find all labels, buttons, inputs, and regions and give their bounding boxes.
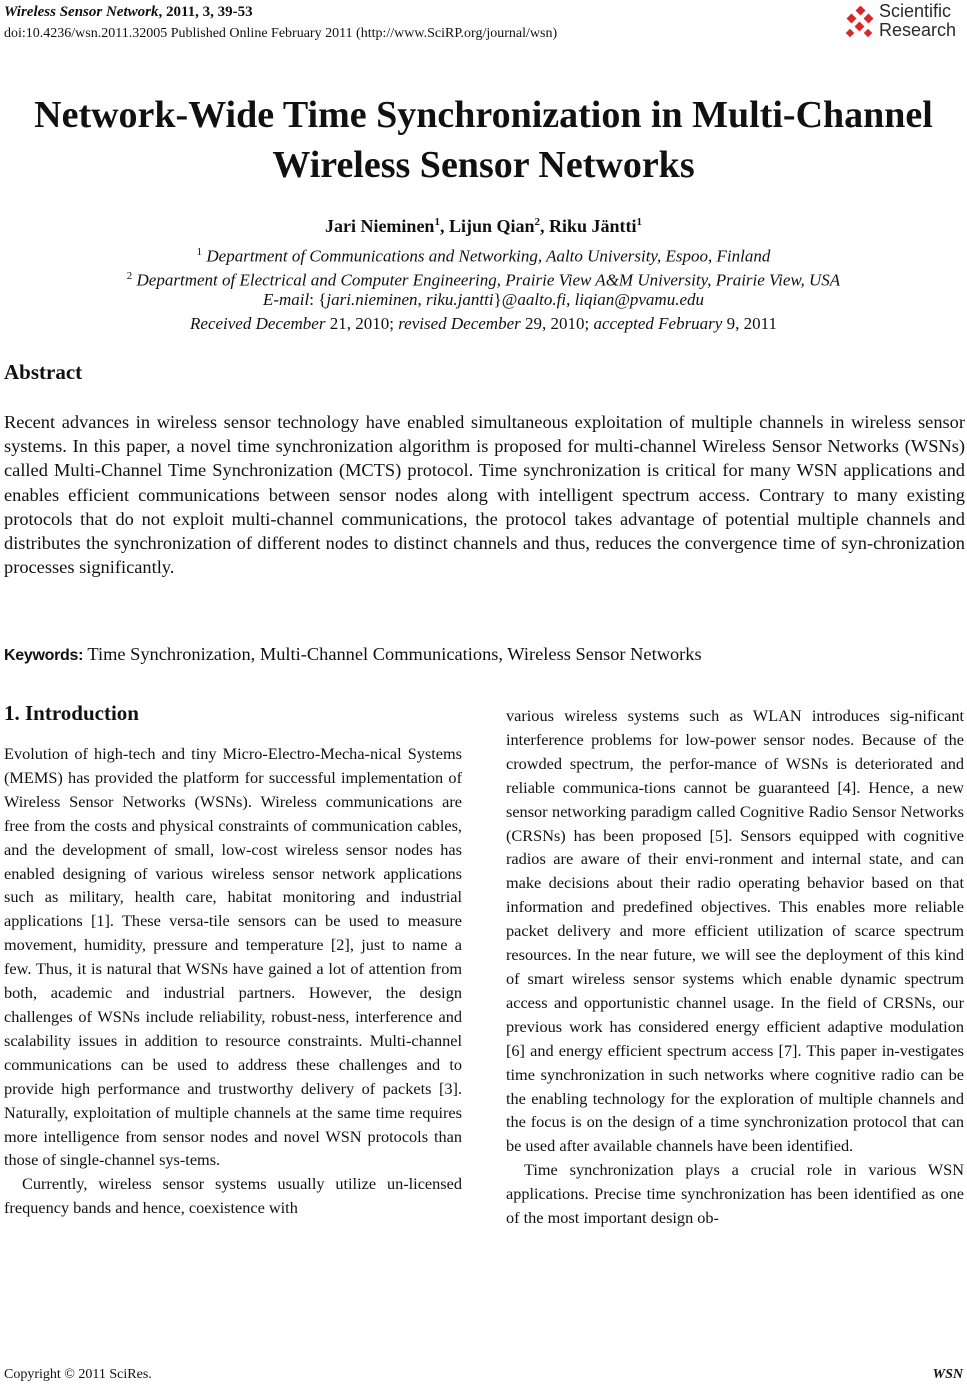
publisher-line-2: Research [879,20,957,40]
revised-date: 29, 2010; [520,314,594,333]
email-domain: aalto.fi [517,290,567,309]
author-3-affiliation: 1 [636,216,643,228]
paper-title [0,90,967,190]
accepted-date: 9, 2011 [722,314,777,333]
title-line-1: Network-Wide Time Synchronization in Multi-Channel [34,94,933,136]
publisher-logo [843,2,963,44]
right-column [506,704,964,1230]
email-punct: , [566,290,575,309]
publisher-logo-mark-icon [843,6,877,40]
author-separator: , [439,216,449,236]
affiliation-2-number: 2 [126,270,133,282]
abstract-body: Recent advances in wireless sensor technology have enabled simultaneous exploitation of multiple channels in wireless sensor systems. In this paper, a novel time synchronization algorithm is proposed for multi-channel Wireless Sensor Networks (WSNs) called Multi-Channel Time Synchronization (MCTS) protocol. Time synchronization is critical for many WSN applications and enables efficient communications between sensor nodes along with intelligent spectrum access. Contrary to many existing protocols that do not exploit multi-channel communications, the protocol takes advantage of potential multiple channels and distributes the synchronization of different nodes to distinct channels and thus, reduces the convergence time of syn-chronization processes significantly. [4,412,965,578]
author-2-affiliation: 2 [534,216,540,228]
email-3: liqian@pvamu.edu [574,290,704,309]
author-1: Jari Nieminen [324,216,435,236]
email-label: E-mail [262,290,310,309]
intro-paragraph-3: various wireless systems such as WLAN introduces sig-nificant interference problems for low-power sensor nodes. Because of the crowded spectrum, the perfor-mance of WSNs is deteriorated and reliable communica-tions cannot be guaranteed [4]. Hence, a new sensor networking paradigm called Cognitive Radio Sensor Networks (CRSNs) has been proposed [5]. Sensors equipped with cognitive radios are aware of their envi-ronment and internal state, and can make decisions about their radio operating behavior based on that information and predefined objectives. This enables more reliable packet delivery and more efficient utilization of scarce spectrum resources. In the near future, we will see the deployment of this kind of smart wireless sensor systems which enable dynamic spectrum access and opportunistic channel usage. In the field of CRSNs, our previous work has considered energy efficient adaptive modulation [6] and energy efficient spectrum access [7]. This paper in-vestigates time synchronization in such networks where cognitive radio can be the enabling technology for the exploration of multiple channels and the focus is on the design of a time synchronization protocol that can be used after available channels have been identified. [506,706,964,1156]
affiliation-1-number: 1 [196,246,203,258]
email-punct: : { [309,290,327,309]
intro-paragraph-4: Time synchronization plays a crucial role in various WSN applications. Precise time synchronization has been identified as one of the most important design ob- [506,1160,964,1228]
affiliation-1-text: Department of Communications and Networking, Aalto University, Espoo, Finland [202,246,771,266]
author-3: Riku Jäntti [549,216,637,236]
email-punct: , [417,290,427,309]
running-header [4,2,557,44]
email-punct: }@ [493,290,518,309]
publisher-line-1: Scientific [879,1,952,21]
received-date: 21, 2010; [325,314,399,333]
keywords [4,642,965,668]
intro-paragraph-2: Currently, wireless sensor systems usually utilize un-licensed frequency bands and hence, coexistence with [4,1174,462,1218]
revised-label: revised December [398,314,521,333]
footer-copyright: Copyright © 2011 SciRes. [4,1367,152,1382]
email-line [0,288,967,312]
received-label: Received December [190,314,326,333]
affiliation-2-text: Department of Electrical and Computer Engineering, Prairie View A&M University, Prairie View, USA [132,270,841,290]
intro-paragraph-1: Evolution of high-tech and tiny Micro-Electro-Mecha-nical Systems (MEMS) has provided the platform for successful implementation of Wireless Sensor Networks (WSNs). Wireless communications are free from the costs and physical constraints of communication cables, and the development of small, low-cost wireless sensor nodes has enabled designing of various wireless sensor network applications such as military, health care, habitat monitoring and industrial applications [1]. These versa-tile sensors can be used to measure movement, humidity, pressure and temperature [2], just to name a few. Thus, it is natural that WSNs have gained a lot of attention from both, academic and industrial partners. However, the design challenges of WSNs include reliability, robust-ness, interference and scalability issues in addition to resource constraints. Multi-channel communications can be used to address these challenges and to provide high performance and trustworthy delivery of packets [3]. Naturally, exploitation of multiple channels at the same time requires more intelligence from sensor nodes and novel WSN protocols than those of single-channel sys-tems. [4,744,462,1170]
email-2: riku.jantti [426,290,494,309]
publisher-logo-text [879,2,956,40]
email-1: jari.nieminen [326,290,418,309]
keywords-text: Time Synchronization, Multi-Channel Communications, Wireless Sensor Networks [83,644,702,664]
abstract-heading: Abstract [4,360,83,384]
journal-name: Wireless Sensor Network [4,4,159,20]
doi-line: doi:10.4236/wsn.2011.32005 Published Online February 2011 (http://www.SciRP.org/journal/wsn) [4,26,558,41]
author-2: Lijun Qian [448,216,535,236]
accepted-label: accepted February [593,314,723,333]
title-line-2: Wireless Sensor Networks [272,144,695,186]
footer-journal-abbr: WSN [932,1367,963,1382]
author-separator: , [540,216,549,236]
keywords-label: Keywords: [4,647,84,664]
journal-volume: , 2011, 3, 39-53 [158,4,253,20]
author-list [0,210,967,238]
left-column [4,742,462,1220]
journal-citation [4,2,557,23]
dates-line [0,312,967,336]
author-1-affiliation: 1 [434,216,440,228]
introduction-heading: 1. Introduction [4,701,139,725]
